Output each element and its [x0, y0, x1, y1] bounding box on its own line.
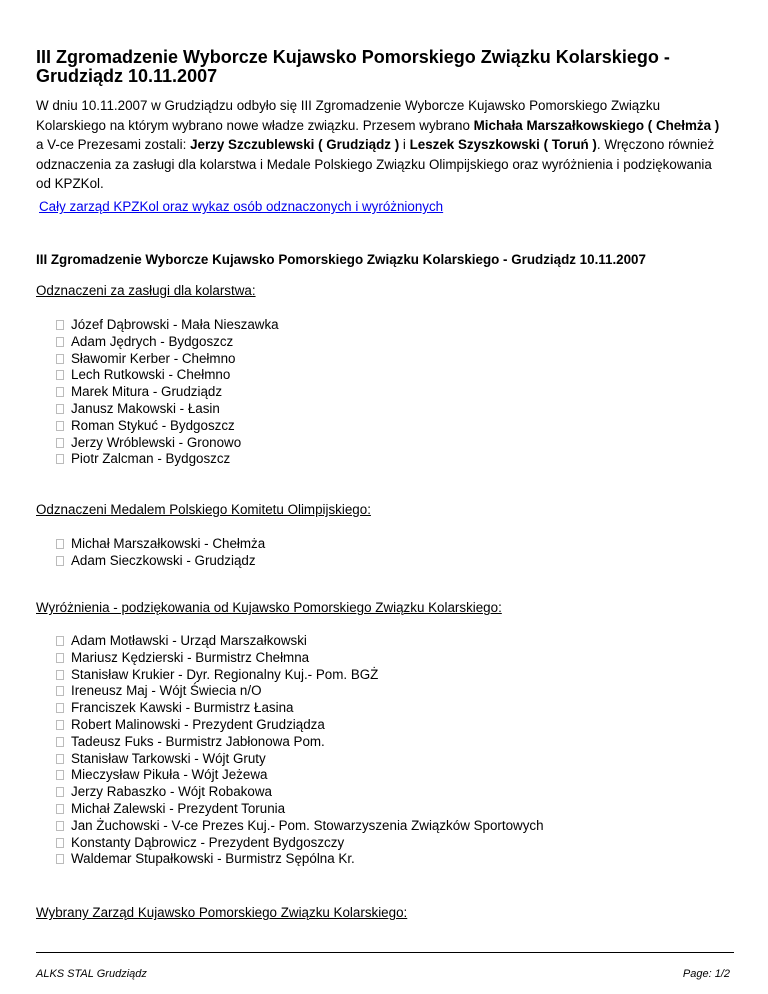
bullet-icon: [56, 787, 64, 797]
bullet-icon: [56, 653, 64, 663]
list-item: Ireneusz Maj - Wójt Świecia n/O: [56, 683, 544, 700]
list-item: Józef Dąbrowski - Mała Nieszawka: [56, 317, 279, 334]
footer-site-name: ALKS STAL Grudziądz: [36, 968, 147, 980]
bullet-icon: [56, 421, 64, 431]
page-title: III Zgromadzenie Wyborcze Kujawsko Pomorskiego Związku Kolarskiego - Grudziądz 10.11.2007: [36, 47, 670, 86]
olympic-medal-list: [56, 536, 265, 570]
bullet-icon: [56, 539, 64, 549]
list-item: Roman Stykuć - Bydgoszcz: [56, 418, 279, 435]
bullet-icon: [56, 703, 64, 713]
list-item: Konstanty Dąbrowicz - Prezydent Bydgoszczy: [56, 835, 544, 852]
bullet-icon: [56, 454, 64, 464]
list-item: Robert Malinowski - Prezydent Grudziądza: [56, 717, 544, 734]
merit-list: [56, 317, 279, 468]
bullet-icon: [56, 854, 64, 864]
intro-vice-president-1: Jerzy Szczublewski ( Grudziądz ): [190, 137, 400, 152]
list-item: Franciszek Kawski - Burmistrz Łasina: [56, 700, 544, 717]
bullet-icon: [56, 337, 64, 347]
list-item: Janusz Makowski - Łasin: [56, 401, 279, 418]
distinctions-list: [56, 633, 544, 868]
list-item: Adam Motławski - Urząd Marszałkowski: [56, 633, 544, 650]
list-item: Mieczysław Pikuła - Wójt Jeżewa: [56, 767, 544, 784]
list-item: Michał Marszałkowski - Chełmża: [56, 536, 265, 553]
bullet-icon: [56, 804, 64, 814]
list-item: Stanisław Tarkowski - Wójt Gruty: [56, 751, 544, 768]
intro-president: Michała Marszałkowskiego ( Chełmża ): [473, 117, 720, 133]
bullet-icon: [56, 838, 64, 848]
intro-text-4: . Wręczono również odznaczenia za zasługi dla kolarstwa i Medale Polskiego Związku Olimpijskiego oraz wyróżnienia i podziękowania od KPZKol.: [36, 137, 715, 191]
bullet-icon: [56, 720, 64, 730]
list-item: Waldemar Stupałkowski - Burmistrz Sępólna Kr.: [56, 851, 544, 868]
list-item: Jerzy Wróblewski - Gronowo: [56, 435, 279, 452]
bullet-icon: [56, 686, 64, 696]
bullet-icon: [56, 754, 64, 764]
footer-divider: [36, 952, 734, 953]
list-item: Jan Żuchowski - V-ce Prezes Kuj.- Pom. Stowarzyszenia Związków Sportowych: [56, 818, 544, 835]
list-item: Sławomir Kerber - Chełmno: [56, 351, 279, 368]
intro-text-1: W dniu 10.11.2007 w Grudziądzu odbyło się III Zgromadzenie Wyborcze Kujawsko Pomorskiego Związku Kolarskiego na którym wybrano nowe władze związku. Przesem wybrano: [36, 98, 661, 133]
bullet-icon: [56, 556, 64, 566]
list-item: Lech Rutkowski - Chełmno: [56, 367, 279, 384]
bullet-icon: [56, 354, 64, 364]
bullet-icon: [56, 438, 64, 448]
list-item: Mariusz Kędzierski - Burmistrz Chełmna: [56, 650, 544, 667]
intro-text-3: i: [399, 137, 410, 152]
bullet-icon: [56, 670, 64, 680]
list-item: Marek Mitura - Grudziądz: [56, 384, 279, 401]
footer-page-number: Page: 1/2: [682, 968, 730, 980]
list-item: Jerzy Rabaszko - Wójt Robakowa: [56, 784, 544, 801]
bullet-icon: [56, 737, 64, 747]
section-title-olympic-medal: Odznaczeni Medalem Polskiego Komitetu Olimpijskiego:: [36, 502, 371, 517]
intro-text-2: a V-ce Prezesami zostali:: [36, 137, 191, 152]
bullet-icon: [56, 320, 64, 330]
section-title-board: Wybrany Zarząd Kujawsko Pomorskiego Związku Kolarskiego:: [36, 905, 408, 920]
list-item: Adam Sieczkowski - Grudziądz: [56, 553, 265, 570]
list-item: Michał Zalewski - Prezydent Torunia: [56, 801, 544, 818]
list-item: Stanisław Krukier - Dyr. Regionalny Kuj.- Pom. BGŻ: [56, 667, 544, 684]
bullet-icon: [56, 370, 64, 380]
section-title-distinctions: Wyróżnienia - podziękowania od Kujawsko Pomorskiego Związku Kolarskiego:: [36, 600, 502, 615]
list-item: Piotr Zalcman - Bydgoszcz: [56, 451, 279, 468]
list-item: Adam Jędrych - Bydgoszcz: [56, 334, 279, 351]
list-item: Tadeusz Fuks - Burmistrz Jabłonowa Pom.: [56, 734, 544, 751]
board-list-link[interactable]: Cały zarząd KPZKol oraz wykaz osób odznaczonych i wyróżnionych: [39, 199, 444, 214]
intro-vice-president-2: Leszek Szyszkowski ( Toruń ): [409, 137, 597, 152]
bullet-icon: [56, 636, 64, 646]
section-title-merit: Odznaczeni za zasługi dla kolarstwa:: [36, 283, 256, 298]
bullet-icon: [56, 387, 64, 397]
bullet-icon: [56, 404, 64, 414]
bullet-icon: [56, 821, 64, 831]
section-heading: III Zgromadzenie Wyborcze Kujawsko Pomorskiego Związku Kolarskiego - Grudziądz 10.11.2007: [36, 252, 646, 267]
bullet-icon: [56, 770, 64, 780]
intro-paragraph: [36, 96, 726, 194]
